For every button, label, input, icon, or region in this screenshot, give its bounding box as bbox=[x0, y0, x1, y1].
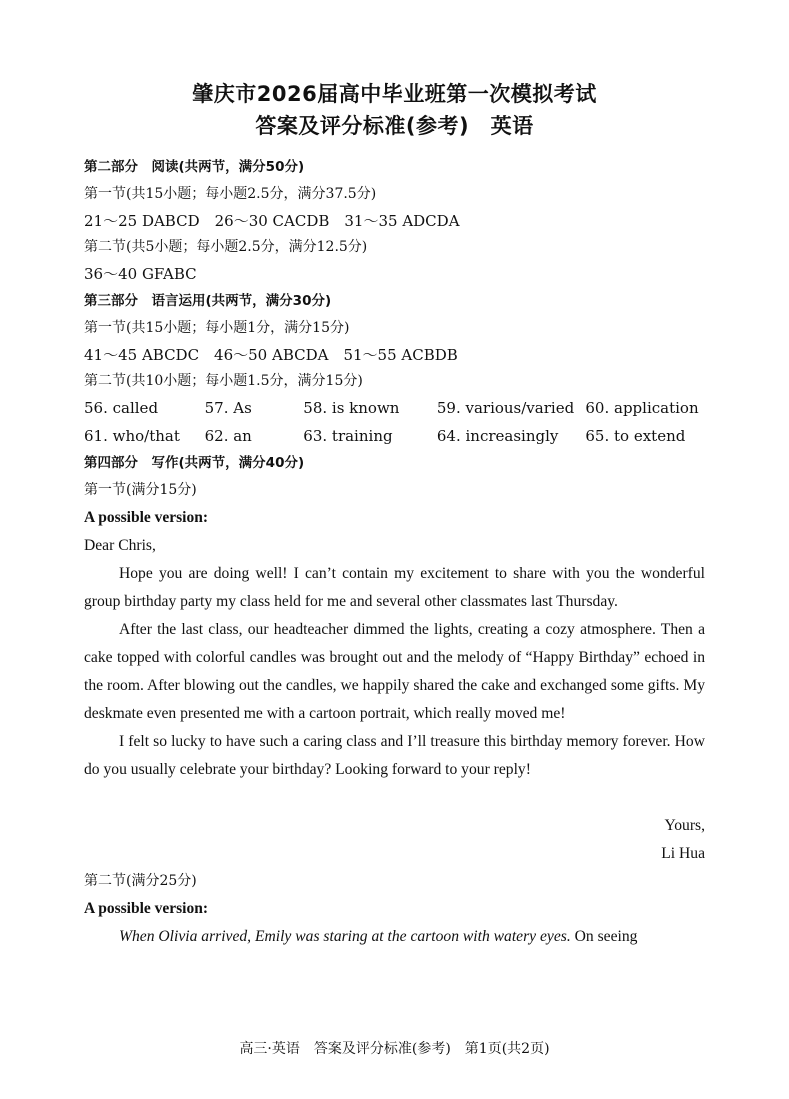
letter-paragraph: I felt so lucky to have such a caring class and I’ll treasure this birthday memory forever. How do you usually celebrate your birthday? Looking forward to your reply! bbox=[84, 732, 705, 778]
part2-heading: 第二部分 阅读(共两节，满分50分) bbox=[84, 159, 305, 175]
part2-sec2-heading: 第二节(共5小题；每小题2.5分，满分12.5分) bbox=[84, 239, 368, 256]
fill-answers-row bbox=[84, 423, 705, 451]
fill-answer: 64. increasingly bbox=[436, 426, 559, 445]
part3-sec1-heading: 第一节(共15小题；每小题1分，满分15分) bbox=[84, 319, 350, 336]
part4-sec2-heading: 第二节(满分25分) bbox=[84, 872, 197, 889]
fill-answer: 63. training bbox=[303, 426, 393, 445]
spacer bbox=[84, 784, 705, 812]
continuation-paragraph bbox=[84, 923, 705, 951]
part3-sec1-answers: 41～45 ABCDC 46～50 ABCDA 51～55 ACBDB bbox=[84, 345, 458, 364]
letter-paragraph: After the last class, our headteacher dimmed the lights, creating a cozy atmosphere. Then a cake topped with colorful candles was brought out and the melody of “Happy Birthday” echoed in the room. After blowing out the candles, we happily shared the cake and exchanged some gifts. My deskmate even presented me with a cartoon portrait, which really moved me! bbox=[84, 620, 705, 722]
part3-sec2-heading: 第二节(共10小题；每小题1.5分，满分15分) bbox=[84, 373, 363, 390]
fill-answer: 58. is known bbox=[303, 399, 400, 418]
fill-answer: 56. called bbox=[84, 399, 159, 418]
letter-closing: Yours, bbox=[664, 816, 705, 834]
page-footer: 高三·英语 答案及评分标准(参考) 第1页(共2页) bbox=[239, 1041, 550, 1057]
fill-answer: 57. As bbox=[204, 399, 252, 418]
continuation-rest: On seeing bbox=[570, 927, 638, 945]
part3-heading: 第三部分 语言运用(共两节，满分30分) bbox=[84, 292, 332, 309]
possible-version-label: A possible version: bbox=[84, 508, 209, 526]
continuation-italic: When Olivia arrived, Emily was staring at the cartoon with watery eyes. bbox=[119, 927, 571, 945]
part4-heading: 第四部分 写作(共两节，满分40分) bbox=[84, 455, 305, 472]
letter-signature: Li Hua bbox=[661, 844, 705, 862]
possible-version-label-2: A possible version: bbox=[84, 899, 209, 917]
fill-answer: 62. an bbox=[204, 426, 252, 445]
fill-answer: 60. application bbox=[585, 399, 699, 418]
fill-answer: 61. who/that bbox=[84, 426, 180, 445]
part2-sec2-answers: 36～40 GFABC bbox=[84, 265, 197, 284]
part4-sec1-heading: 第一节(满分15分) bbox=[84, 482, 197, 499]
fill-answer: 65. to extend bbox=[585, 426, 686, 445]
letter-greeting: Dear Chris, bbox=[84, 536, 156, 554]
part2-sec1-answers: 21～25 DABCD 26～30 CACDB 31～35 ADCDA bbox=[84, 211, 460, 230]
exam-subtitle: 答案及评分标准(参考) 英语 bbox=[255, 114, 534, 138]
exam-title: 肇庆市2026届高中毕业班第一次模拟考试 bbox=[192, 82, 597, 106]
letter-paragraph: Hope you are doing well! I can’t contain my excitement to share with you the wonderful group birthday party my class held for me and several other classmates last Thursday. bbox=[84, 564, 705, 610]
part2-sec1-heading: 第一节(共15小题；每小题2.5分，满分37.5分) bbox=[84, 185, 377, 202]
fill-answer: 59. various/varied bbox=[436, 399, 575, 418]
fill-answers-row bbox=[84, 395, 705, 423]
